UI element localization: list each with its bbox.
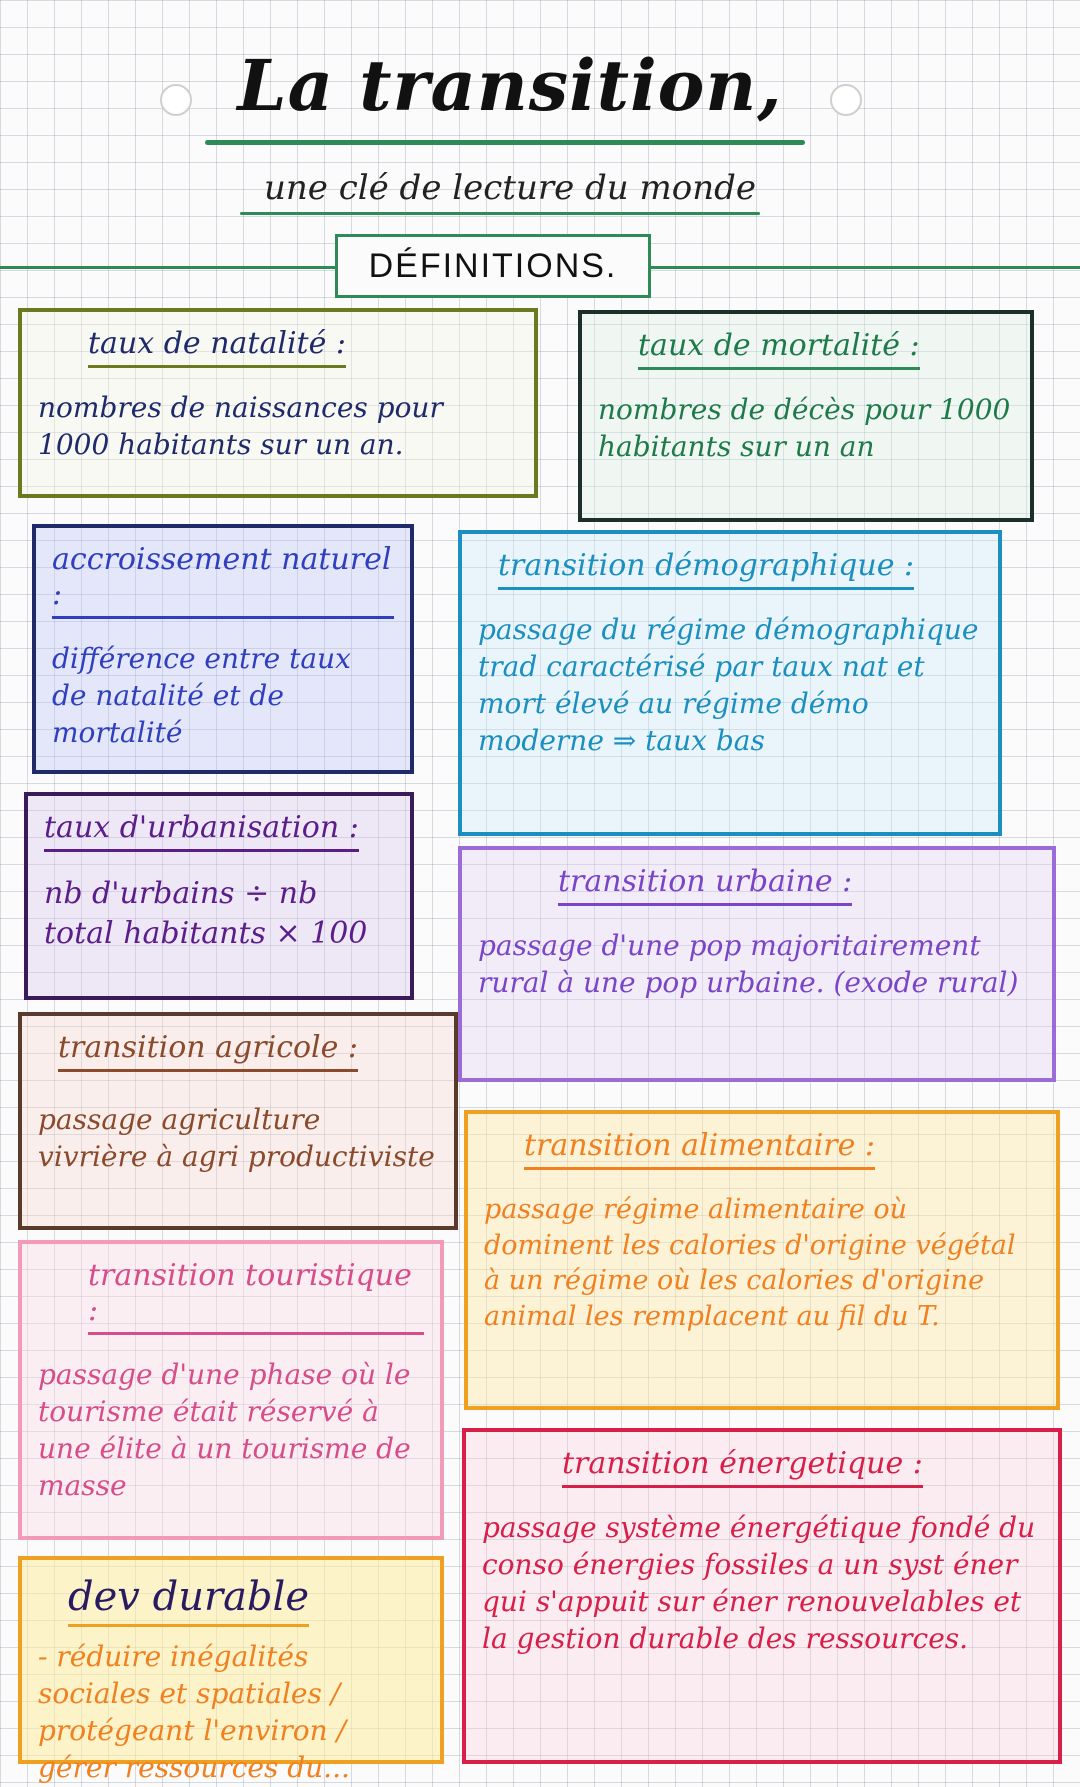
card-transition-touristique xyxy=(18,1240,444,1540)
page-title: La transition, xyxy=(237,44,783,127)
card-body: passage d'une phase où le tourisme était réservé à une élite à un tourisme de masse xyxy=(38,1358,411,1502)
card-transition-agricole xyxy=(18,1012,458,1230)
card-heading: taux de mortalité : xyxy=(638,328,920,370)
card-accroissement-naturel xyxy=(32,524,414,774)
card-heading: taux d'urbanisation : xyxy=(44,810,359,852)
section-heading: DÉFINITIONS. xyxy=(335,234,651,298)
card-heading: accroissement naturel : xyxy=(52,542,394,619)
card-body: nb d'urbains ÷ nb total habitants × 100 xyxy=(44,876,368,951)
card-taux-urbanisation xyxy=(24,792,414,1000)
card-body: passage agriculture vivrière à agri productiviste xyxy=(38,1103,435,1173)
card-body: passage d'une pop majoritairement rural à une pop urbaine. (exode rural) xyxy=(478,929,1019,999)
subtitle-underline xyxy=(240,212,760,215)
card-transition-urbaine xyxy=(458,846,1056,1082)
card-body: nombres de naissances pour 1000 habitants sur un an. xyxy=(38,391,443,461)
card-dev-durable xyxy=(18,1556,444,1784)
card-heading: transition touristique : xyxy=(88,1258,424,1335)
card-transition-energetique xyxy=(462,1428,1062,1764)
card-heading: transition urbaine : xyxy=(558,864,852,906)
card-body: passage système énergétique fondé du conso énergies fossiles a un syst éner qui s'appuit sur éner renouvelables et la gestion durable des ressources. xyxy=(482,1511,1036,1655)
title-underline xyxy=(205,140,805,145)
card-heading: transition démographique : xyxy=(498,548,914,590)
card-transition-demographique xyxy=(458,530,1002,836)
card-taux-natalite xyxy=(18,308,538,498)
card-heading: transition alimentaire : xyxy=(524,1128,875,1170)
punch-hole-left xyxy=(160,84,192,116)
card-heading: dev durable xyxy=(68,1574,309,1627)
card-heading: taux de natalité : xyxy=(88,326,346,368)
punch-hole-right xyxy=(830,84,862,116)
card-body: différence entre taux de natalité et de mortalité xyxy=(52,642,351,749)
card-taux-mortalite xyxy=(578,310,1034,522)
card-body: passage du régime démographique trad caractérisé par taux nat et mort élevé au régime démo moderne ⇒ taux bas xyxy=(478,613,979,757)
card-body: - réduire inégalités sociales et spatiales / protégeant l'environ / gérer ressources du... xyxy=(38,1640,350,1784)
card-heading: transition énergetique : xyxy=(562,1446,923,1488)
page-subtitle: une clé de lecture du monde xyxy=(263,168,756,208)
card-transition-alimentaire xyxy=(464,1110,1060,1410)
card-body: nombres de décès pour 1000 habitants sur un an xyxy=(598,393,1011,463)
card-body: passage régime alimentaire où dominent les calories d'origine végétal à un régime où les calories d'origine animal les remplacent au fil du T. xyxy=(484,1194,1016,1332)
card-heading: transition agricole : xyxy=(58,1030,358,1072)
